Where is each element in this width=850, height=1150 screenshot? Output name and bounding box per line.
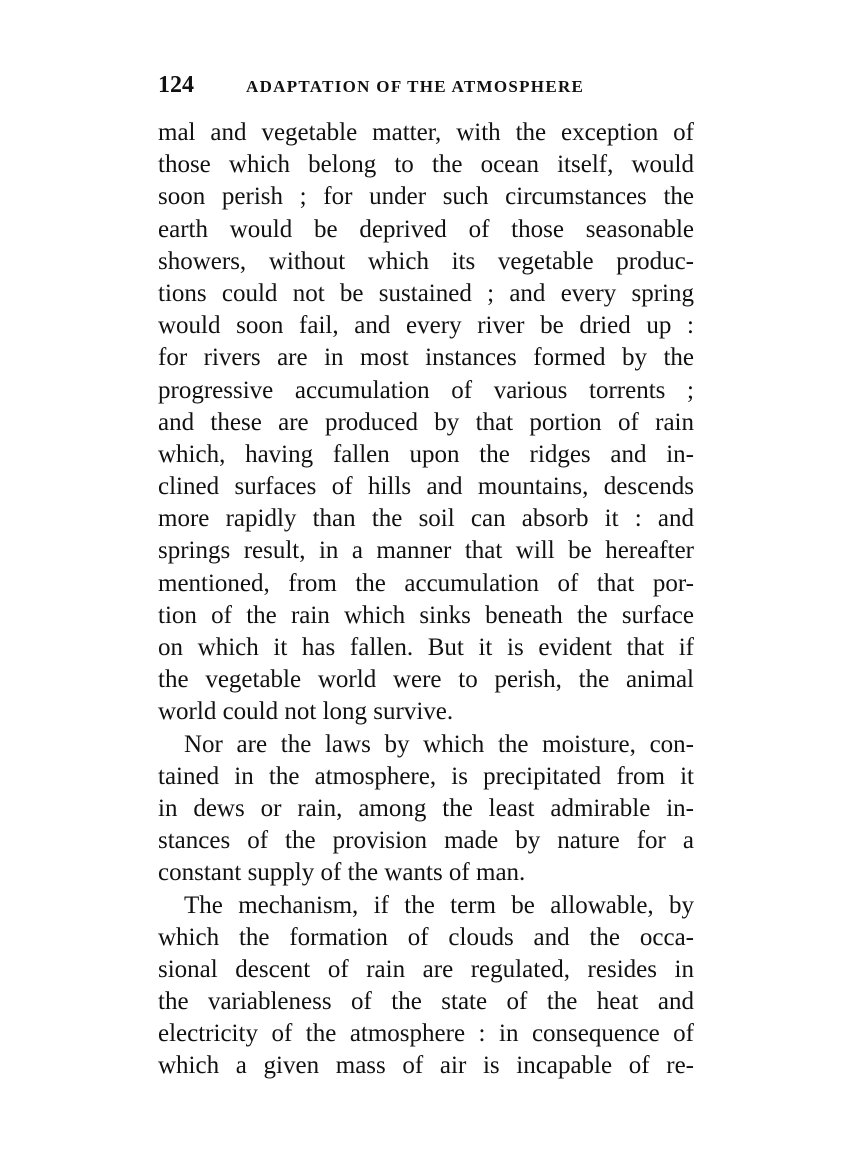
text-line: which the formation of clouds and the occa- [158,923,694,951]
text-line: sional descent of rain are regulated, resides in [158,955,694,983]
text-line: the vegetable world were to perish, the animal [158,666,694,694]
text-line: electricity of the atmosphere : in consequence of [158,1020,694,1048]
page-number: 124 [158,72,194,98]
text-line: those which belong to the ocean itself, would [158,151,694,179]
text-line: clined surfaces of hills and mountains, descends [158,473,694,501]
text-line: tained in the atmosphere, is precipitated from it [158,762,694,790]
text-line: tion of the rain which sinks beneath the surface [158,601,694,629]
text-line: soon perish ; for under such circumstances the [158,183,694,211]
text-line: would soon fail, and every river be dried up : [158,312,694,340]
text-line: which a given mass of air is incapable of re- [158,1052,694,1080]
text-line: on which it has fallen. But it is evident that if [158,634,694,661]
text-line: tions could not be sustained ; and every spring [158,279,694,307]
text-line: springs result, in a manner that will be hereafter [158,537,694,565]
running-head-title: ADAPTATION OF THE ATMOSPHERE [246,77,585,96]
text-line: earth would be deprived of those seasonable [158,215,694,243]
text-line: world could not long survive. [158,698,454,726]
body-text [158,117,694,1083]
text-line: mal and vegetable matter, with the exception of [158,119,694,146]
text-line: Nor are the laws by which the moisture, con- [184,730,694,758]
text-line: for rivers are in most instances formed by the [158,344,694,372]
running-head [158,72,698,102]
text-line: mentioned, from the accumulation of that por- [158,569,694,597]
text-line: the variableness of the state of the heat and [158,988,694,1016]
text-line: constant supply of the wants of man. [158,859,526,887]
text-line: showers, without which its vegetable produc- [158,247,694,275]
text-line: more rapidly than the soil can absorb it : and [158,505,694,533]
text-line: progressive accumulation of various torrents ; [158,376,694,404]
text-line: which, having fallen upon the ridges and in- [158,440,694,468]
text-line: and these are produced by that portion of rain [158,408,694,436]
text-line: The mechanism, if the term be allowable, by [184,891,694,919]
text-line: in dews or rain, among the least admirable in- [158,794,694,822]
text-line: stances of the provision made by nature for a [158,827,694,855]
